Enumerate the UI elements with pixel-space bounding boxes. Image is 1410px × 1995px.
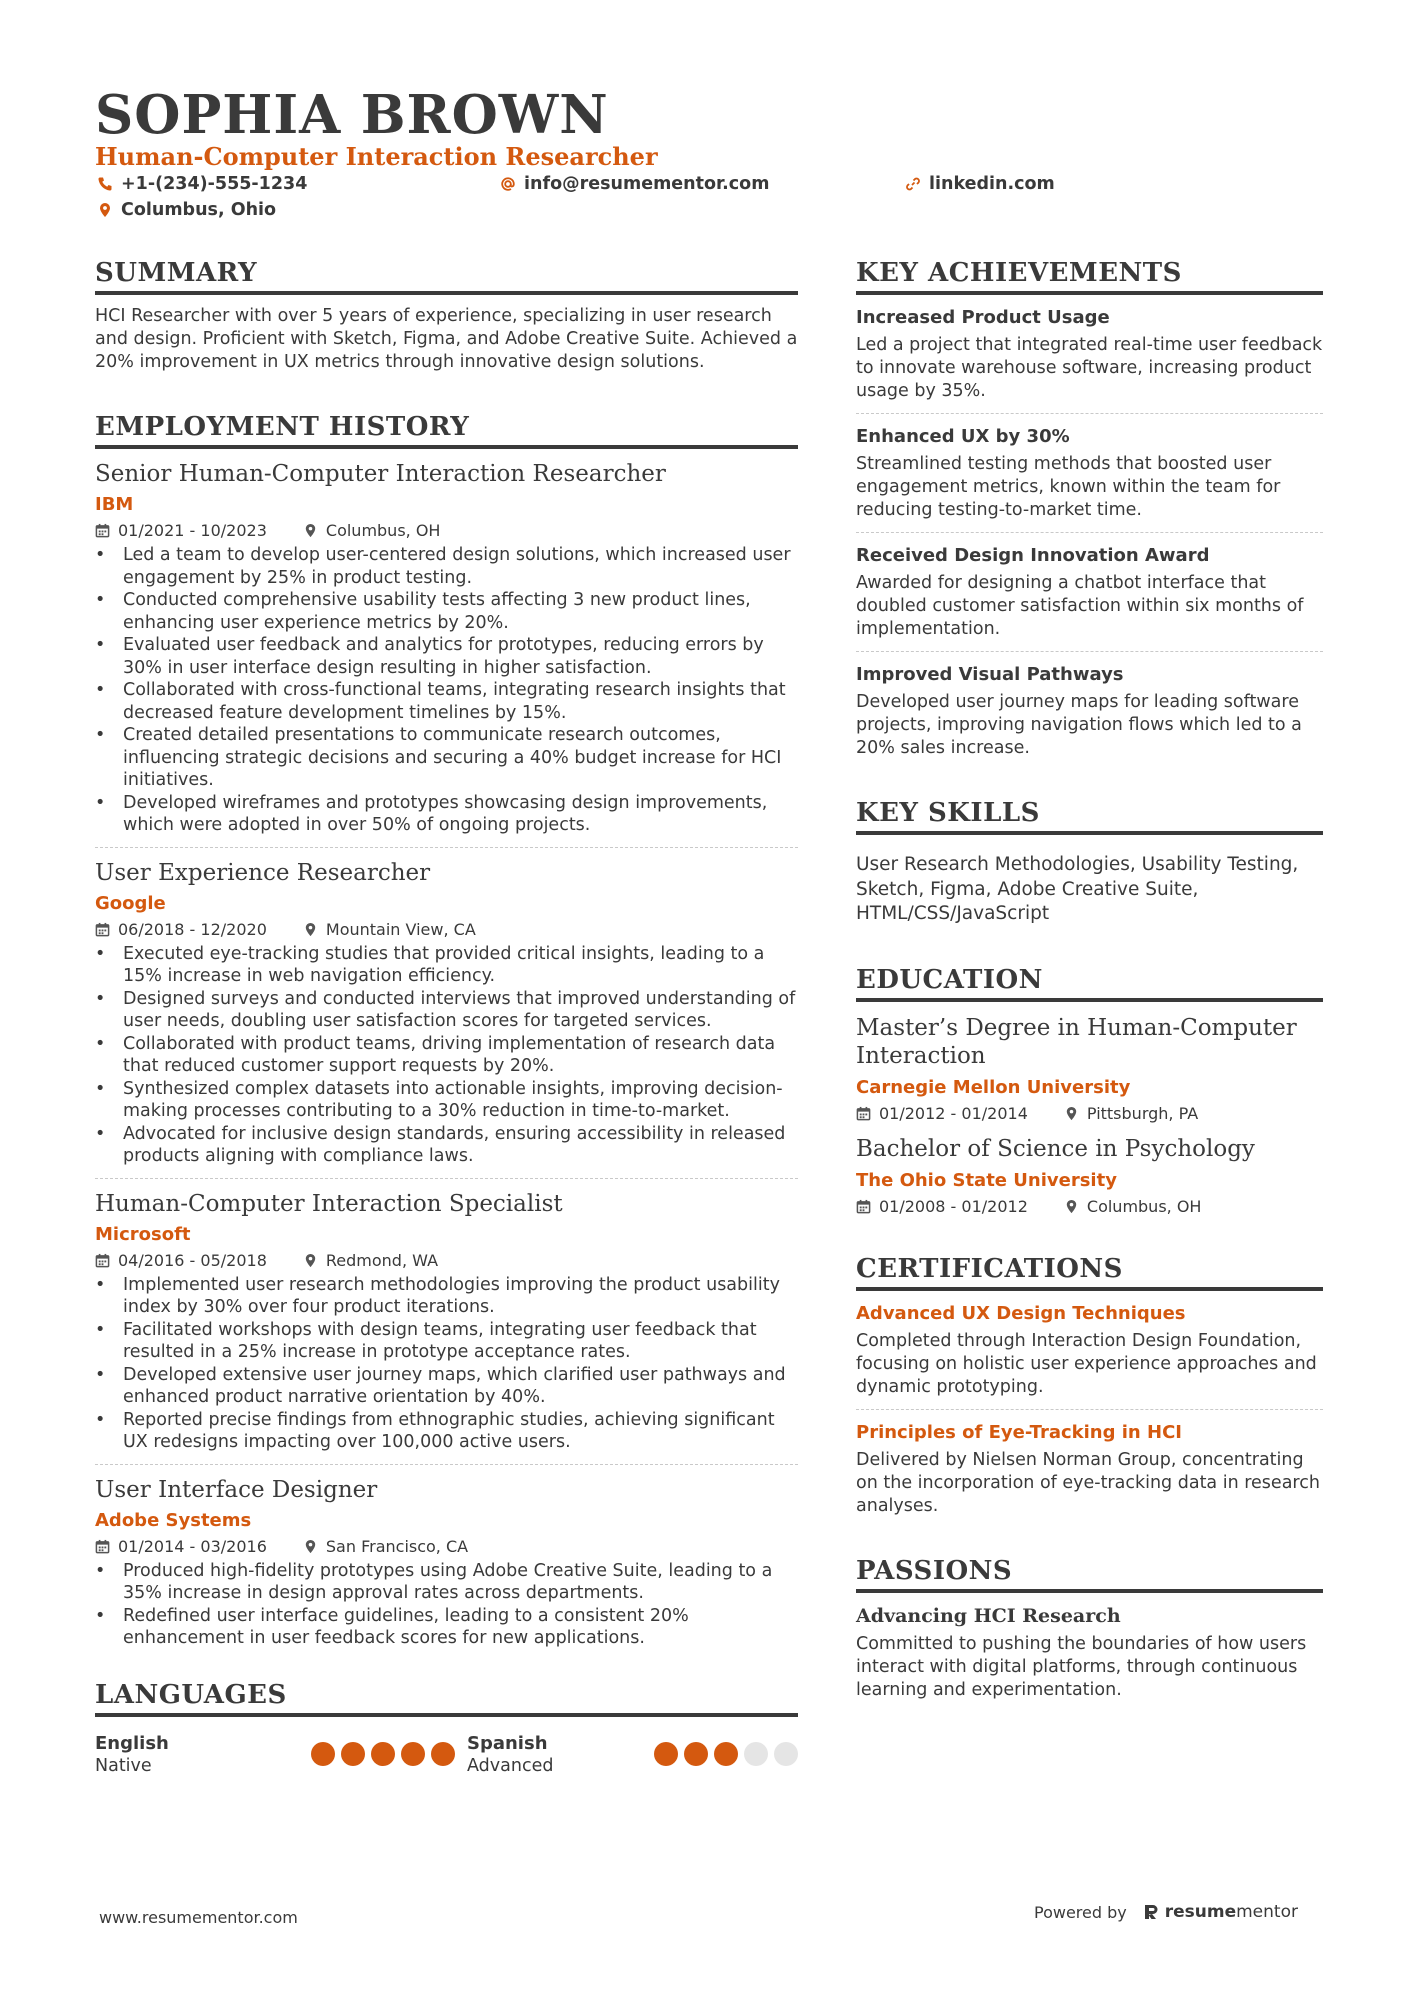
achievement-text: Developed user journey maps for leading software projects, improving navigation flows which led to a 20% sales increase. (856, 692, 1302, 758)
languages-section (95, 1680, 798, 1776)
email-text: info@resumementor.com (524, 174, 770, 194)
divider (95, 1464, 798, 1465)
location-text: Columbus, Ohio (121, 200, 277, 220)
bullet-item: • Produced high-fidelity prototypes using Adobe Creative Suite, leading to a 35% increase in design approval rates across departments. (95, 1560, 798, 1605)
achievement-item (856, 664, 1323, 760)
meta-location: Columbus, OH (1086, 1196, 1202, 1216)
bullet-item: • Collaborated with cross-functional teams, integrating research insights that decreased feature development timelines by 15%. (95, 679, 798, 724)
bullet-item: • Conducted comprehensive usability tests affecting 3 new product lines, enhancing user experience metrics by 20%. (95, 589, 798, 634)
language-item (467, 1733, 798, 1776)
map-pin-icon (303, 1539, 318, 1554)
rating-dot (431, 1742, 455, 1766)
company-name: Microsoft (95, 1223, 191, 1245)
certification-item (856, 1303, 1323, 1410)
meta-row (95, 920, 798, 939)
bullet-item: • Collaborated with product teams, driving implementation of research data that reduced customer support requests by 20%. (95, 1033, 798, 1078)
section-title: CERTIFICATIONS (856, 1254, 1323, 1291)
footer-powered (1034, 1902, 1298, 1922)
phone-text: +1-(234)-555-1234 (121, 174, 308, 194)
bullet-item: • Designed surveys and conducted interviews that improved understanding of user needs, doubling user satisfaction scores for targeted services. (95, 988, 798, 1033)
contact-linkedin[interactable] (905, 174, 1055, 194)
meta-location: Redmond, WA (325, 1250, 439, 1270)
meta-location: Pittsburgh, PA (1086, 1103, 1199, 1123)
rating-dot (371, 1742, 395, 1766)
achievement-list (856, 307, 1323, 760)
passion-title: Advancing HCI Research (856, 1604, 1121, 1627)
bullet-item: • Facilitated workshops with design teams, integrating user feedback that resulted in a 25% increase in prototype acceptance rates. (95, 1319, 798, 1364)
language-rating (654, 1742, 798, 1766)
map-pin-icon (97, 202, 113, 218)
summary-text: HCI Researcher with over 5 years of experience, specializing in user research and design. Proficient with Sketch, Figma, and Adobe Creative Suite. Achieved a 20% improvement in UX metrics through innovative design solutions. (95, 306, 798, 372)
divider (856, 651, 1323, 652)
meta-row (95, 1537, 798, 1556)
achievement-title: Enhanced UX by 30% (856, 426, 1070, 447)
education-item (856, 1135, 1323, 1216)
calendar-icon (95, 1539, 110, 1554)
certification-title: Advanced UX Design Techniques (856, 1302, 1186, 1324)
map-pin-icon (303, 1253, 318, 1268)
achievement-text: Streamlined testing methods that boosted user engagement metrics, known within the team for reducing testing-to-market time. (856, 454, 1281, 520)
job-title: Human-Computer Interaction Specialist (95, 1190, 563, 1217)
date-range: 06/2018 - 12/2020 (118, 919, 267, 939)
brand-text-b: mentor (1236, 1902, 1298, 1922)
employment-section (95, 412, 798, 1650)
rating-dot (774, 1742, 798, 1766)
divider (95, 1178, 798, 1179)
company-name: IBM (95, 494, 134, 515)
bullet-item: • Led a team to develop user-centered design solutions, which increased user engagement by 25% in product testing. (95, 544, 798, 589)
bullet-item: • Created detailed presentations to communicate research outcomes, influencing strategic decisions and securing a 40% budget increase for HCI initiatives. (95, 724, 798, 792)
right-column (856, 258, 1323, 1702)
company-name: Adobe Systems (95, 1509, 252, 1531)
brand-mark-icon (1143, 1903, 1159, 1921)
candidate-name: SOPHIA BROWN (95, 84, 609, 146)
achievement-title: Received Design Innovation Award (856, 545, 1210, 566)
map-pin-icon (1064, 1199, 1079, 1214)
meta-row (95, 521, 798, 540)
school-name: The Ohio State University (856, 1169, 1117, 1191)
certification-text: Completed through Interaction Design Foundation, focusing on holistic user experience approaches and dynamic prototyping. (856, 1330, 1317, 1397)
job-entry (95, 1477, 798, 1650)
meta-location: Columbus, OH (325, 521, 441, 540)
bullet-list (95, 544, 798, 837)
school-name: Carnegie Mellon University (856, 1076, 1131, 1098)
education-section (856, 965, 1323, 1216)
calendar-icon (856, 1199, 871, 1214)
section-title: EDUCATION (856, 965, 1323, 1002)
bullet-list (95, 1560, 798, 1650)
passion-text: Committed to pushing the boundaries of how users interact with digital platforms, through continuous learning and experimentation. (856, 1633, 1307, 1700)
section-title: EMPLOYMENT HISTORY (95, 412, 798, 449)
achievement-item (856, 307, 1323, 414)
rating-dot (684, 1742, 708, 1766)
contact-email[interactable] (500, 174, 769, 194)
section-title: KEY SKILLS (856, 798, 1323, 835)
calendar-icon (95, 523, 110, 538)
language-rating (311, 1742, 455, 1766)
calendar-icon (856, 1106, 871, 1121)
left-column (95, 258, 798, 1776)
section-title: LANGUAGES (95, 1680, 798, 1717)
section-title: KEY ACHIEVEMENTS (856, 258, 1323, 295)
date-range: 04/2016 - 05/2018 (118, 1250, 267, 1270)
section-title: PASSIONS (856, 1556, 1323, 1593)
calendar-icon (95, 1253, 110, 1268)
certification-list (856, 1303, 1323, 1518)
calendar-icon (95, 922, 110, 937)
achievements-section (856, 258, 1323, 760)
language-list (95, 1733, 798, 1776)
language-name: Spanish (467, 1732, 548, 1754)
job-entry (95, 1191, 798, 1465)
certification-item (856, 1422, 1323, 1518)
divider (856, 532, 1323, 533)
brand-text-a: resume (1164, 1902, 1237, 1922)
degree-title: Bachelor of Science in Psychology (856, 1135, 1255, 1162)
company-name: Google (95, 892, 166, 914)
language-level: Native (95, 1755, 152, 1776)
footer-website[interactable]: www.resumementor.com (99, 1908, 298, 1927)
rating-dot (341, 1742, 365, 1766)
powered-by-text: Powered by (1034, 1902, 1127, 1922)
at-sign-icon (500, 176, 516, 192)
passions-section (856, 1556, 1323, 1702)
certification-title: Principles of Eye-Tracking in HCI (856, 1421, 1182, 1443)
passion-item (856, 1605, 1323, 1702)
bullet-item: • Developed extensive user journey maps, which clarified user pathways and enhanced product narrative orientation by 40%. (95, 1364, 798, 1409)
contact-location (97, 200, 276, 220)
certification-text: Delivered by Nielsen Norman Group, concentrating on the incorporation of eye-tracking data in research analyses. (856, 1449, 1320, 1516)
job-entry (95, 860, 798, 1179)
map-pin-icon (303, 523, 318, 538)
meta-row (95, 1251, 798, 1270)
rating-dot (744, 1742, 768, 1766)
meta-location: Mountain View, CA (325, 919, 476, 939)
phone-icon (97, 176, 113, 192)
summary-section (95, 258, 798, 374)
achievement-item (856, 545, 1323, 652)
skills-section (856, 798, 1323, 927)
language-item (95, 1733, 467, 1776)
job-entry (95, 461, 798, 848)
divider (856, 1409, 1323, 1410)
job-title: User Interface Designer (95, 1476, 378, 1503)
bullet-list (95, 1274, 798, 1454)
job-title: User Experience Researcher (95, 859, 431, 886)
language-name: English (95, 1732, 169, 1754)
divider (856, 413, 1323, 414)
date-range: 01/2008 - 01/2012 (879, 1196, 1028, 1216)
section-title: SUMMARY (95, 258, 798, 295)
achievement-item (856, 426, 1323, 533)
rating-dot (714, 1742, 738, 1766)
language-level: Advanced (467, 1755, 554, 1776)
linkedin-text: linkedin.com (929, 174, 1055, 194)
bullet-item: • Evaluated user feedback and analytics for prototypes, reducing errors by 30% in user interface design resulting in higher satisfaction. (95, 634, 798, 679)
achievement-text: Awarded for designing a chatbot interface that doubled customer satisfaction within six months of implementation. (856, 573, 1304, 639)
degree-title: Master’s Degree in Human-Computer Interaction (856, 1014, 1297, 1069)
bullet-item: • Implemented user research methodologies improving the product usability index by 30% over four product iterations. (95, 1274, 798, 1319)
contact-phone[interactable] (97, 174, 307, 194)
job-list (95, 461, 798, 1650)
brand-logo[interactable] (1143, 1902, 1298, 1922)
meta-row (856, 1197, 1323, 1216)
rating-dot (311, 1742, 335, 1766)
map-pin-icon (1064, 1106, 1079, 1121)
education-item (856, 1014, 1323, 1123)
education-list (856, 1014, 1323, 1216)
date-range: 01/2012 - 01/2014 (879, 1103, 1028, 1123)
achievement-text: Led a project that integrated real-time user feedback to innovate warehouse software, increasing product usage by 35%. (856, 335, 1323, 401)
bullet-item: • Executed eye-tracking studies that provided critical insights, leading to a 15% increase in web navigation efficiency. (95, 943, 798, 988)
achievement-title: Improved Visual Pathways (856, 664, 1124, 685)
date-range: 01/2021 - 10/2023 (118, 521, 267, 540)
link-icon (905, 176, 921, 192)
rating-dot (654, 1742, 678, 1766)
skills-text: User Research Methodologies, Usability Testing, Sketch, Figma, Adobe Creative Suite, HTML/CSS/JavaScript (856, 854, 1299, 924)
bullet-item: • Advocated for inclusive design standards, ensuring accessibility in released products aligning with compliance laws. (95, 1123, 798, 1168)
bullet-list (95, 943, 798, 1168)
meta-location: San Francisco, CA (325, 1536, 469, 1556)
job-title: Senior Human-Computer Interaction Researcher (95, 461, 666, 487)
meta-row (856, 1104, 1323, 1123)
date-range: 01/2014 - 03/2016 (118, 1536, 267, 1556)
certifications-section (856, 1254, 1323, 1518)
candidate-role: Human-Computer Interaction Researcher (95, 142, 658, 171)
bullet-item: • Developed wireframes and prototypes showcasing design improvements, which were adopted in over 50% of ongoing projects. (95, 792, 798, 837)
bullet-item: • Synthesized complex datasets into actionable insights, improving decision-making processes contributing to a 30% reduction in time-to-market. (95, 1078, 798, 1123)
bullet-item: • Redefined user interface guidelines, leading to a consistent 20% enhancement in user feedback scores for new applications. (95, 1605, 798, 1650)
map-pin-icon (303, 922, 318, 937)
passion-list (856, 1605, 1323, 1702)
achievement-title: Increased Product Usage (856, 307, 1110, 328)
rating-dot (401, 1742, 425, 1766)
bullet-item: • Reported precise findings from ethnographic studies, achieving significant UX redesigns impacting over 100,000 active users. (95, 1409, 798, 1454)
divider (95, 847, 798, 848)
